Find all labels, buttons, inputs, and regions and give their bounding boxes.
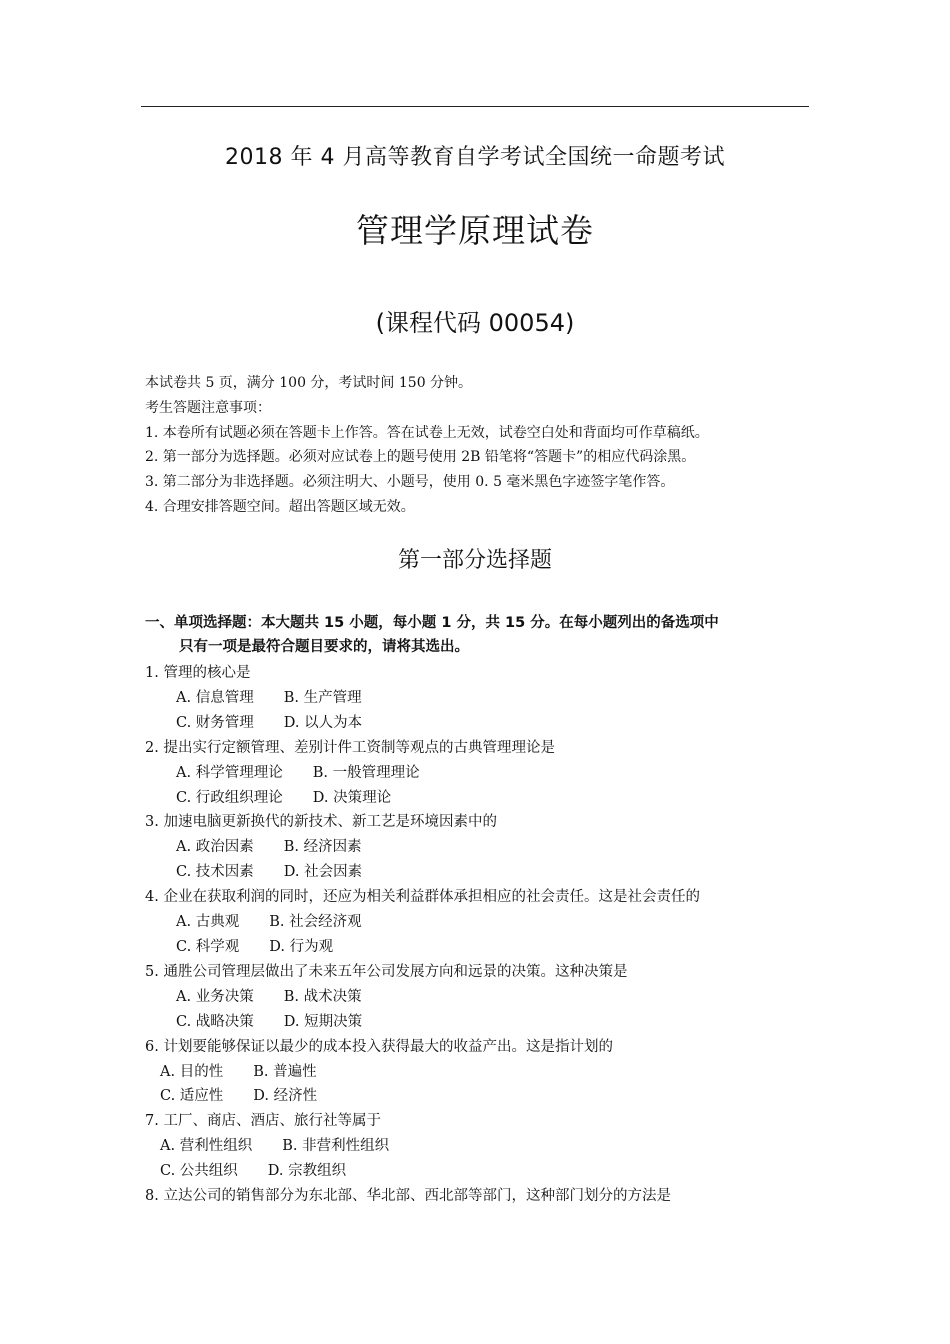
answer-option: C. 行政组织理论 <box>176 789 283 806</box>
answer-option: D. 以人为本 <box>283 714 363 731</box>
question-stem: 8. 立达公司的销售部分为东北部、华北部、西北部等部门，这种部门划分的方法是 <box>145 1188 671 1205</box>
instruction-line: 考生答题注意事项： <box>145 399 271 416</box>
answer-option: C. 财务管理 <box>176 714 254 731</box>
option-row <box>145 1134 835 1159</box>
question-stem: 2. 提出实行定额管理、差别计件工资制等观点的古典管理理论是 <box>145 739 555 756</box>
section-heading-line: 只有一项是最符合题目要求的，请将其选出。 <box>179 639 469 655</box>
option-row <box>145 860 835 885</box>
instruction-line: 1. 本卷所有试题必须在答题卡上作答。答在试卷上无效，试卷空白处和背面均可作草稿纸。 <box>145 424 709 441</box>
answer-option: B. 生产管理 <box>283 689 362 706</box>
answer-option: A. 目的性 <box>160 1063 224 1080</box>
question-stem: 4. 企业在获取利润的同时，还应为相关利益群体承担相应的社会责任。这是社会责任的 <box>145 889 700 906</box>
option-row <box>145 835 835 860</box>
question-stem: 1. 管理的核心是 <box>145 665 251 681</box>
question-stem: 5. 通胜公司管理层做出了未来五年公司发展方向和远景的决策。这种决策是 <box>145 963 628 980</box>
answer-option: C. 科学观 <box>176 938 240 955</box>
answer-option: B. 经济因素 <box>283 839 362 856</box>
instruction-line: 4. 合理安排答题空间。超出答题区域无效。 <box>145 498 415 515</box>
option-row <box>145 935 835 960</box>
answer-option: A. 营利性组织 <box>160 1138 253 1155</box>
answer-option: A. 业务决策 <box>176 988 254 1005</box>
answer-option: A. 政治因素 <box>176 839 254 856</box>
answer-option: D. 决策理论 <box>312 789 392 806</box>
option-row <box>145 686 835 711</box>
answer-option: D. 宗教组织 <box>267 1163 347 1180</box>
section-heading-line: 一、单项选择题：本大题共 15 小题，每小题 1 分，共 15 分。在每小题列出的备选项中 <box>145 615 719 631</box>
answer-option: C. 公共组织 <box>160 1163 238 1180</box>
paper-title: 管理学原理试卷 <box>356 211 594 250</box>
answer-option: B. 非营利性组织 <box>282 1138 390 1155</box>
course-code: (课程代码 00054) <box>375 309 575 337</box>
answer-option: A. 古典观 <box>176 914 240 931</box>
answer-option: D. 社会因素 <box>283 864 363 881</box>
option-row <box>145 761 835 786</box>
answer-option: B. 战术决策 <box>283 988 362 1005</box>
answer-option: B. 社会经济观 <box>269 914 362 931</box>
option-row <box>145 1159 835 1184</box>
answer-option: D. 行为观 <box>269 938 334 955</box>
header-rule <box>141 106 809 107</box>
answer-option: A. 信息管理 <box>176 689 254 706</box>
option-row <box>145 985 835 1010</box>
option-row <box>145 910 835 935</box>
option-row <box>145 1060 835 1085</box>
answer-option: C. 适应性 <box>160 1088 224 1105</box>
instruction-line: 本试卷共 5 页，满分 100 分，考试时间 150 分钟。 <box>145 375 473 391</box>
option-row <box>145 1084 835 1109</box>
question-list <box>145 661 835 1209</box>
part-one-title: 第一部分选择题 <box>397 548 552 573</box>
answer-option: C. 技术因素 <box>176 864 254 881</box>
answer-option: A. 科学管理理论 <box>176 764 283 781</box>
option-row <box>145 1010 835 1035</box>
answer-option: B. 一般管理理论 <box>312 764 420 781</box>
exam-heading: 2018 年 4 月高等教育自学考试全国统一命题考试 <box>225 145 725 170</box>
section-heading <box>145 611 825 659</box>
question-stem: 6. 计划要能够保证以最少的成本投入获得最大的收益产出。这是指计划的 <box>145 1038 613 1055</box>
question-stem: 3. 加速电脑更新换代的新技术、新工艺是环境因素中的 <box>145 814 497 831</box>
answer-option: B. 普遍性 <box>253 1063 317 1080</box>
instruction-line: 2. 第一部分为选择题。必须对应试卷上的题号使用 2B 铅笔将“答题卡”的相应代码涂黑。 <box>145 449 696 466</box>
exam-instructions <box>145 371 845 520</box>
answer-option: D. 短期决策 <box>283 1013 363 1030</box>
question-stem: 7. 工厂、商店、酒店、旅行社等属于 <box>145 1113 381 1130</box>
option-row <box>145 711 835 736</box>
answer-option: D. 经济性 <box>253 1088 318 1105</box>
option-row <box>145 786 835 811</box>
answer-option: C. 战略决策 <box>176 1013 254 1030</box>
instruction-line: 3. 第二部分为非选择题。必须注明大、小题号，使用 0. 5 毫米黑色字迹签字笔作答。 <box>145 474 675 491</box>
